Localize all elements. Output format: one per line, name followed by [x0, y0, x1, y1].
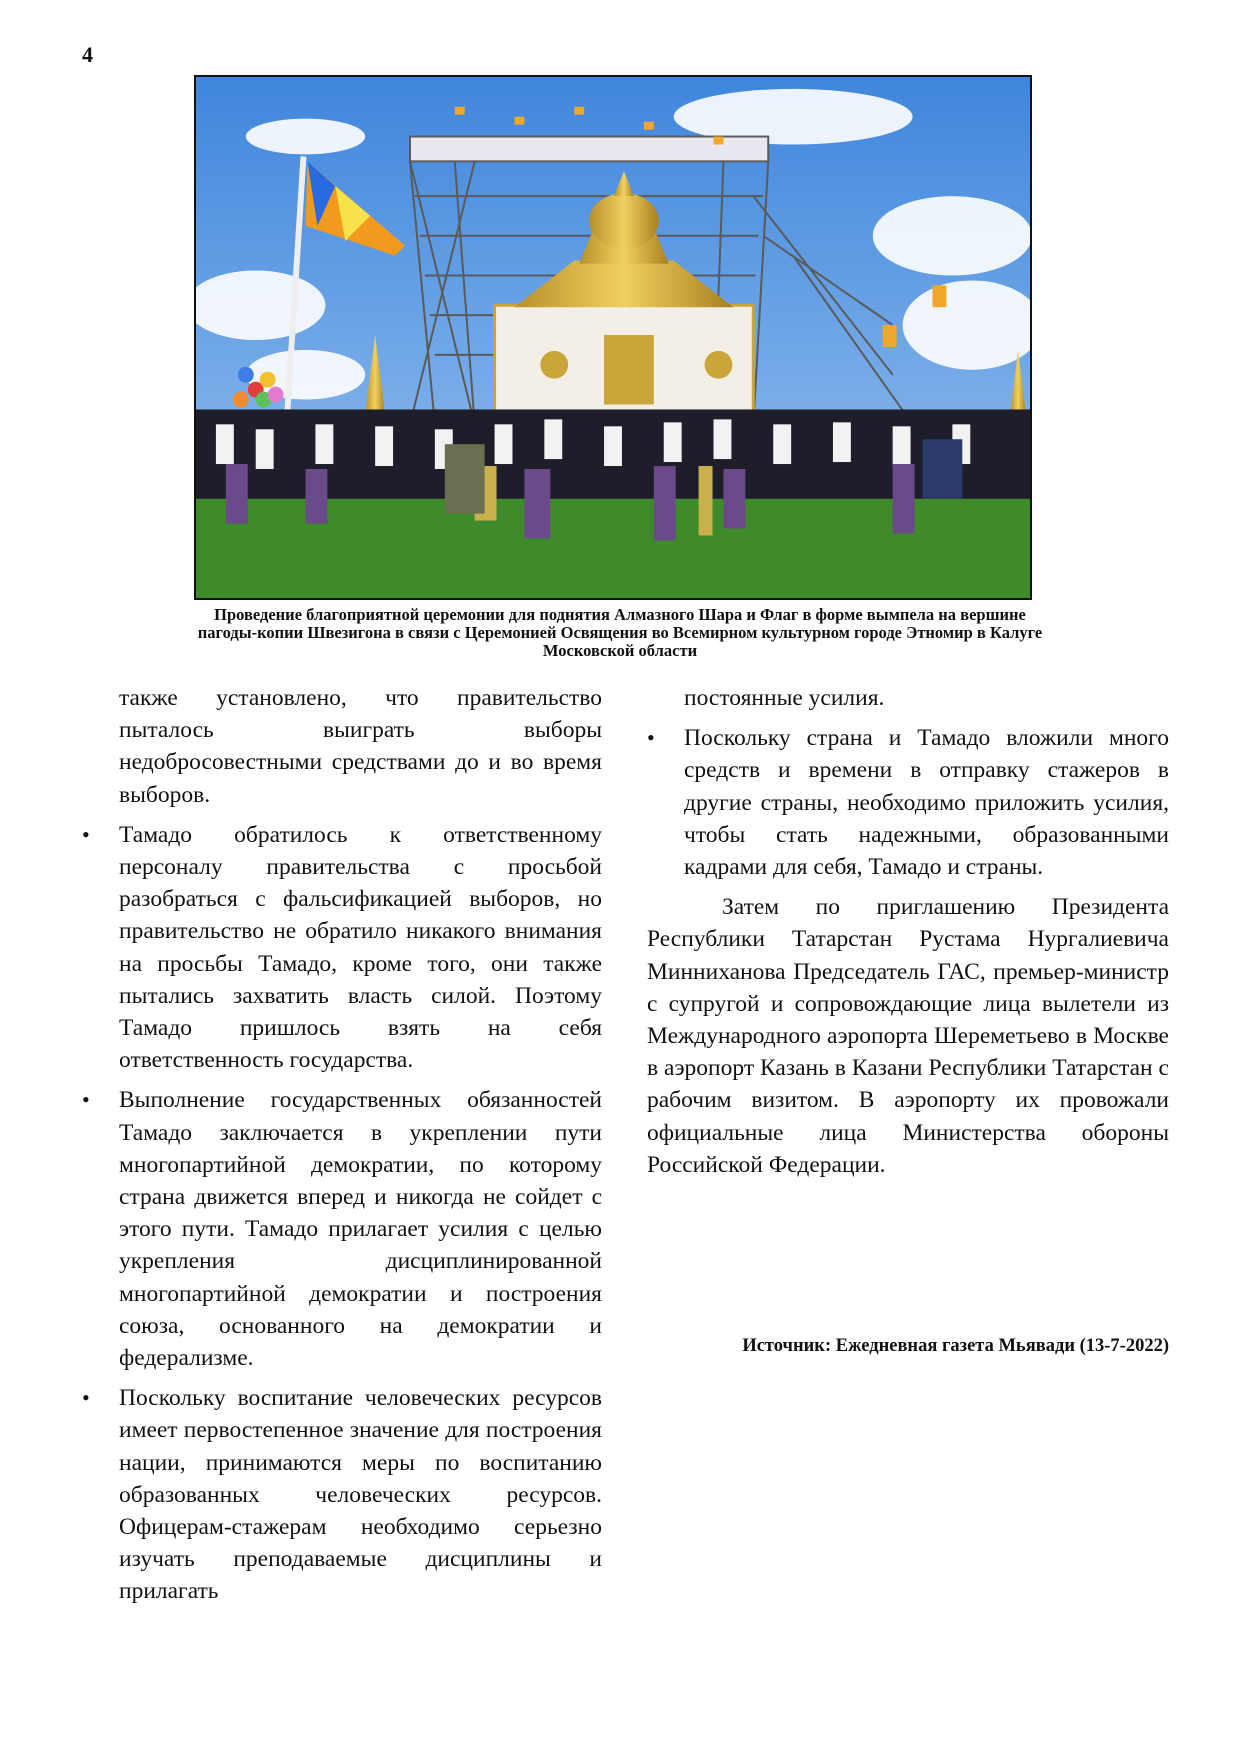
continued-paragraph: также установлено, что правительство пыталось выиграть выборы недобросовестными средствами до и во время выборов.: [119, 685, 602, 808]
caption-line: пагоды-копии Швезигона в связи с Церемонией Освящения во Всемирном культурном городе Этномир в Калуге: [197, 623, 1043, 642]
bullet-item: • Поскольку страна и Тамадо вложили много средств и времени в отправку стажеров в другие страны, необходимо приложить усилия, чтобы стать надежными, образованными кадрами для себя, Тамадо и страны.: [647, 722, 1169, 883]
ceremony-photo: [194, 75, 1032, 600]
pagoda-door: [604, 335, 654, 404]
source-line: Источник: Ежедневная газета Мьявади (13-7-2022): [742, 1336, 1169, 1356]
bullet-item: • Тамадо обратилось к ответственному персоналу правительства с просьбой разобраться с фальсификацией выборов, но правительство не обратило никакого внимания на просьбы Тамадо, кроме того, они также пытались захватить власть силой. Поэтому Тамадо пришлось взять на себя ответственность государства.: [82, 819, 602, 1077]
dharma-wheel-left: [540, 351, 568, 379]
bullet-item: • Выполнение государственных обязанностей Тамадо заключается в укреплении пути многопартийной демократии, по которому страна движется вперед и никогда не сойдет с этого пути. Тамадо прилагает усилия с целью укрепления дисциплинированной многопартийной демократии и построения союза, основанного на демократии и федерализме.: [82, 1084, 602, 1374]
stupa-bell: [589, 193, 659, 249]
caption-line: Московской области: [542, 641, 698, 660]
bullet-list: [82, 819, 602, 1608]
caption-line: Проведение благоприятной церемонии для поднятия Алмазного Шара и Флаг в форме вымпела на вершине: [214, 605, 1026, 624]
pagoda-ceremony-illustration: [196, 77, 1030, 598]
photo-caption: [80, 606, 1160, 660]
page-number: 4: [82, 42, 93, 67]
bullet-list: [647, 722, 1169, 883]
left-column: [82, 682, 602, 1608]
continued-paragraph: постоянные усилия.: [684, 685, 885, 711]
bullet-item: • Поскольку воспитание человеческих ресурсов имеет первостепенное значение для построения нации, принимаются меры по воспитанию образованных человеческих ресурсов. Офицерам-стажерам необходимо серьезно изучать преподаваемые дисциплины и прилагать: [82, 1382, 602, 1607]
dharma-wheel-right: [705, 351, 733, 379]
body-paragraph: Затем по приглашению Президента Республики Татарстан Рустама Нургалиевича Минниханова Председатель ГАС, премьер-министр с супругой и сопровождающие лица вылетели из Международного аэропорта Шереметьево в Москве в аэропорт Казань в Казани Республики Татарстан с рабочим визитом. В аэропорту их провожали официальные лица Министерства обороны Российской Федерации.: [647, 894, 1169, 1178]
right-column: [647, 682, 1169, 1181]
